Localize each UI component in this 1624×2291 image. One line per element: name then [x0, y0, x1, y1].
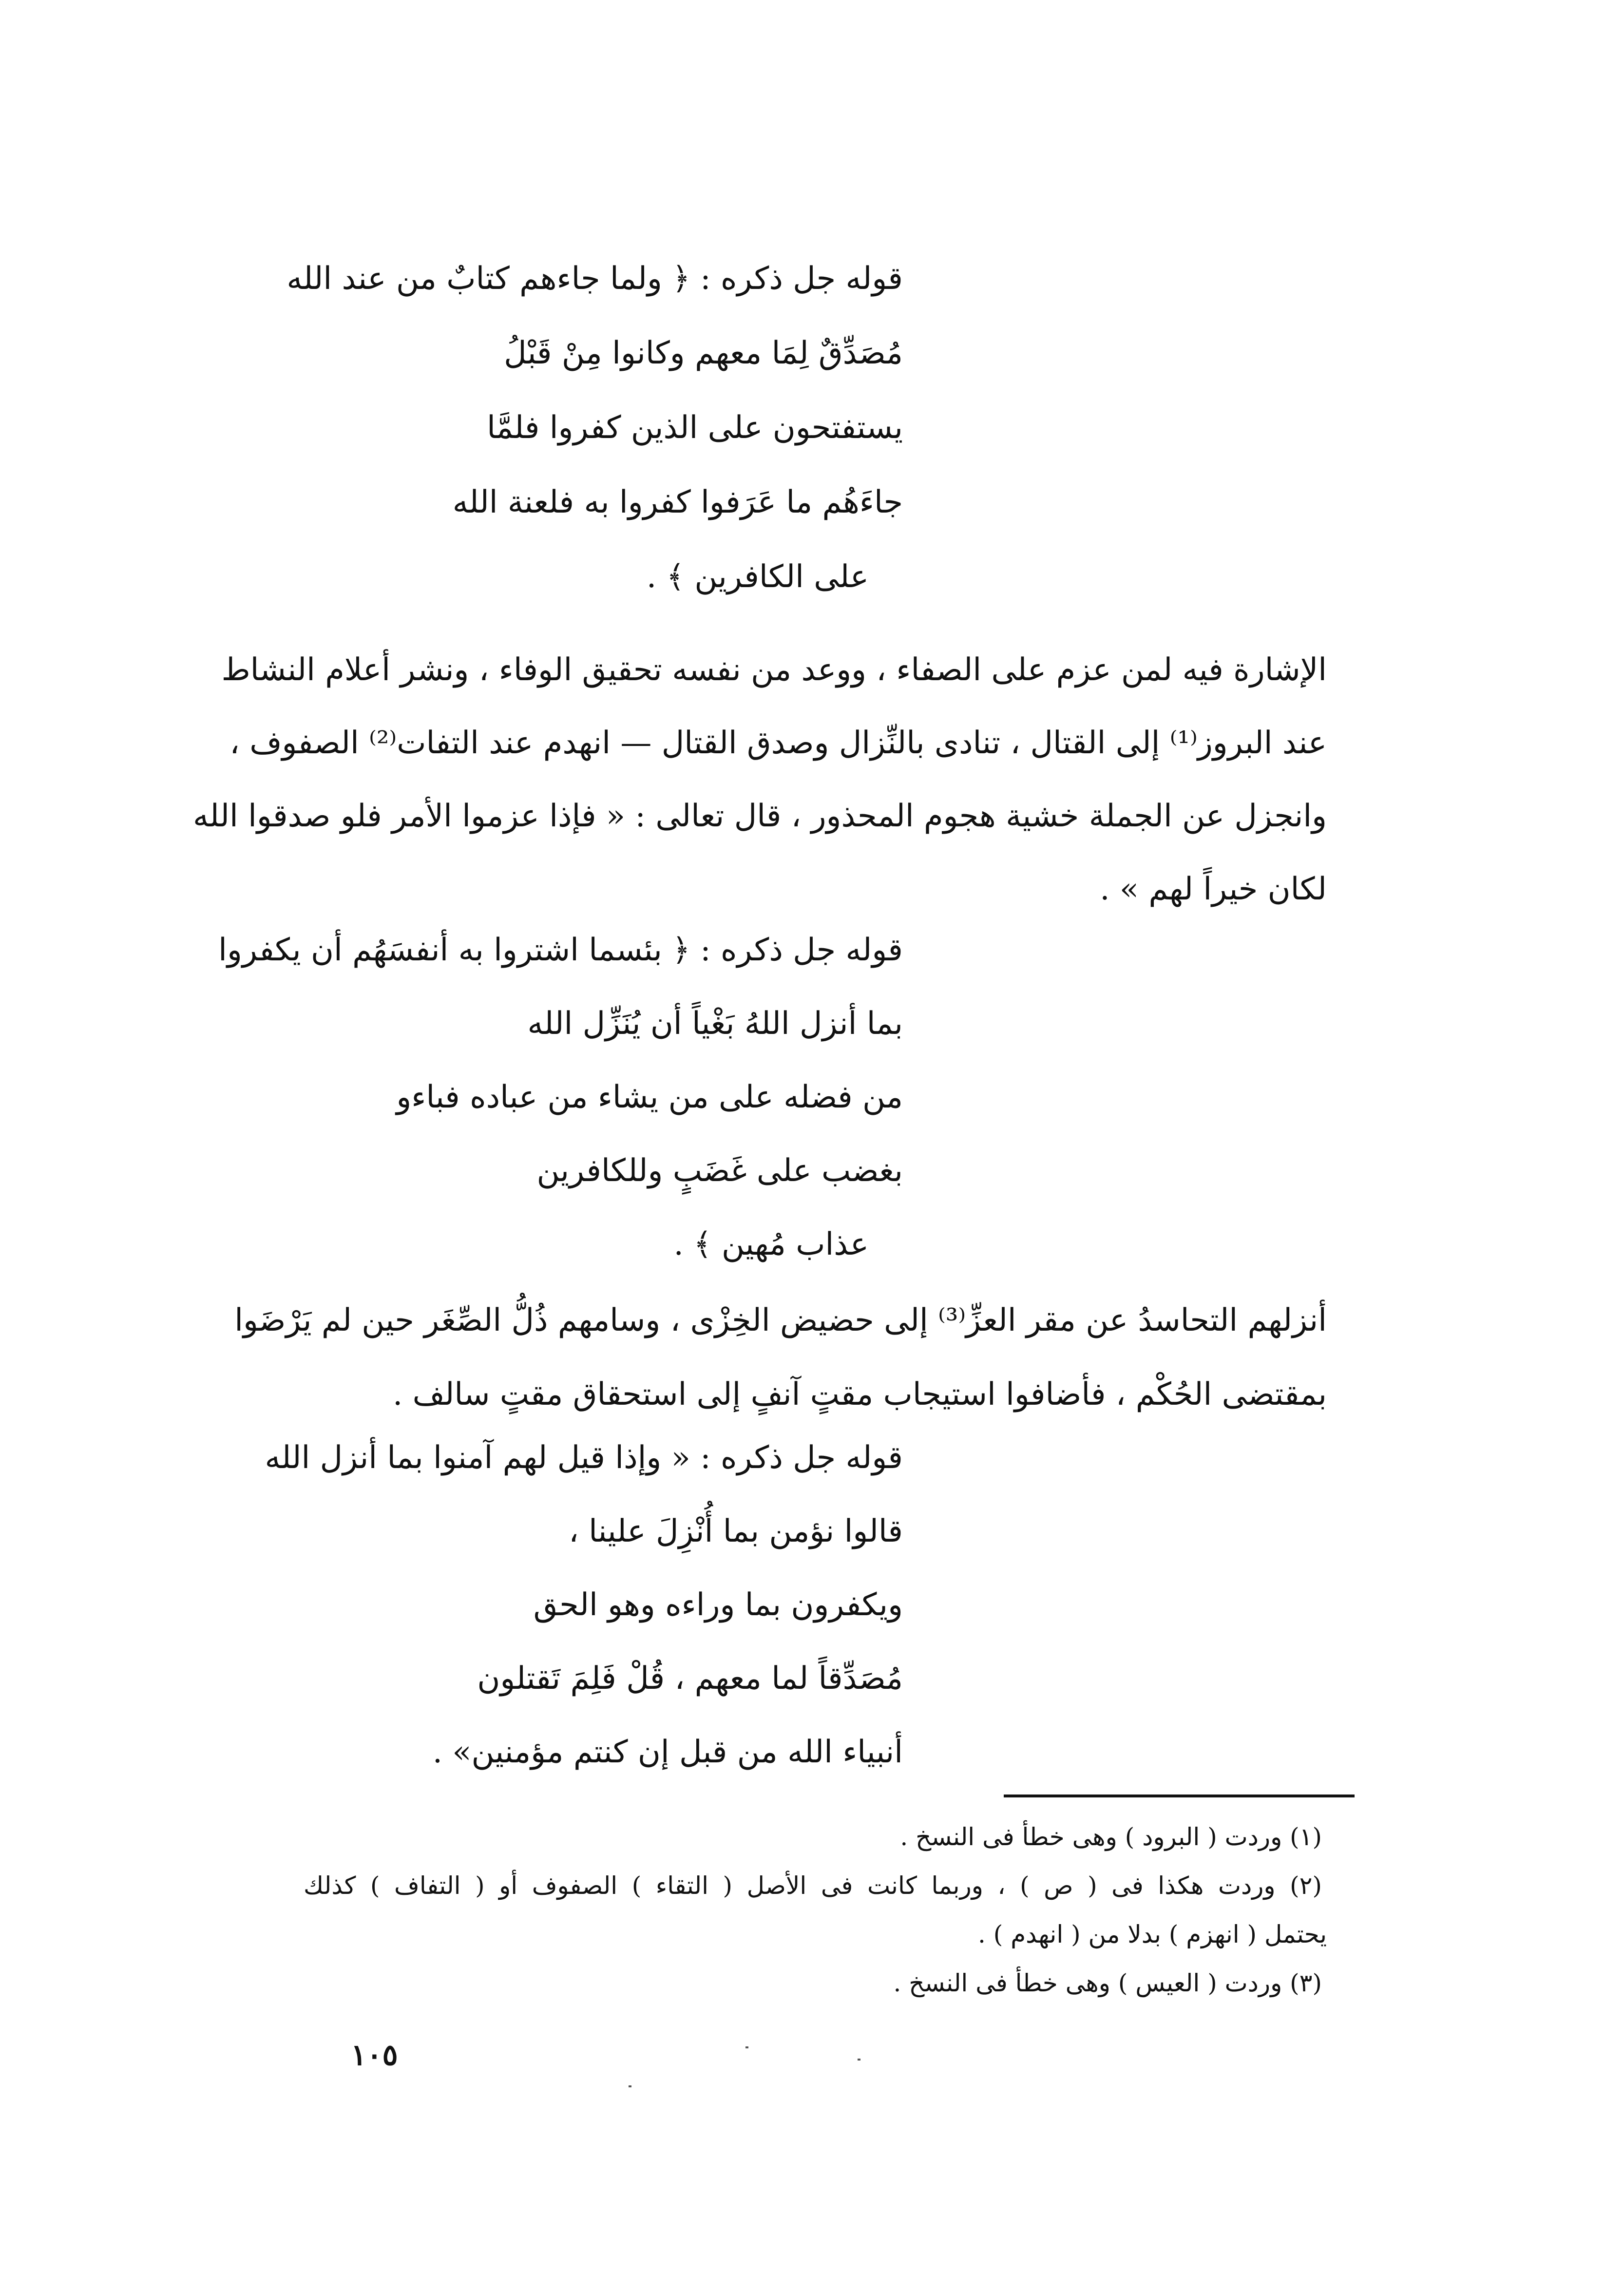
commentary-line: أنزلهم التحاسدُ عن مقر العزِّ⁽³⁾ إلى حضيض الخِزْى ، وسامهم ذُلُّ الصِّغَر حين لم يَرْضَوا: [234, 1302, 1327, 1338]
verse-line: قوله جل ذكره : ﴿ ولما جاءهم كتابٌ من عند الله: [287, 261, 903, 297]
verse-line: على الكافرين ﴾ .: [646, 559, 869, 595]
commentary-line: لكان خيراً لهم » .: [1100, 871, 1327, 907]
verse-line: أنبياء الله من قبل إن كنتم مؤمنين» .: [432, 1734, 903, 1770]
verse-line: قوله جل ذكره : « وإذا قيل لهم آمنوا بما أنزل الله: [265, 1440, 903, 1476]
verse-line: قالوا نؤمن بما أُنْزِلَ علينا ،: [569, 1513, 903, 1549]
verse-line: بغضب على غَضَبٍ وللكافرين: [536, 1153, 903, 1189]
verse-line: بما أنزل اللهُ بَغْياً أن يُنَزِّل الله: [527, 1006, 903, 1042]
verse-line: قوله جل ذكره : ﴿ بئسما اشتروا به أنفسَهُم أن يكفروا: [218, 932, 903, 968]
commentary-line: وانجزل عن الجملة خشية هجوم المحذور ، قال تعالى : « فإذا عزموا الأمر فلو صدقوا الله: [192, 798, 1327, 834]
verse-line: عذاب مُهين ﴾ .: [673, 1226, 869, 1262]
verse-line: مُصَدِّقٌ لِمَا معهم وكانوا مِنْ قَبْلُ: [504, 335, 903, 371]
footnote: (٢) وردت هكذا فى ( ص ) ، وربما كانت فى الأصل ( التقاء ) الصفوف أو ( التفاف ) كذلك: [304, 1871, 1322, 1900]
footnote: (٣) وردت ( العيس ) وهى خطأ فى النسخ .: [893, 1969, 1322, 1997]
verse-line: ويكفرون بما وراءه وهو الحق: [533, 1587, 903, 1623]
footnote-continuation: يحتمل ( انهزم ) بدلا من ( انهدم ) .: [978, 1920, 1327, 1948]
page-number: ١٠٥: [351, 2038, 398, 2072]
footnote-separator: [1004, 1795, 1355, 1797]
verse-line: يستفتحون على الذين كفروا فلمَّا: [487, 410, 903, 446]
commentary-line: الإشارة فيه لمن عزم على الصفاء ، ووعد من نفسه تحقيق الوفاء ، ونشر أعلام النشاط: [221, 652, 1327, 688]
scan-speck: [858, 2059, 860, 2061]
scan-speck: [745, 2046, 748, 2048]
scan-speck: [629, 2085, 631, 2087]
verse-line: من فضله على من يشاء من عباده فباءو: [396, 1079, 903, 1115]
commentary-line: عند البروز⁽¹⁾ إلى القتال ، تنادى بالنِّزال وصدق القتال — انهدم عند التفات⁽²⁾ الصفوف ،: [229, 725, 1327, 761]
footnote: (١) وردت ( البرود ) وهى خطأ فى النسخ .: [900, 1823, 1322, 1851]
commentary-line: بمقتضى الحُكْم ، فأضافوا استيجاب مقتٍ آنفٍ إلى استحقاق مقتٍ سالف .: [392, 1376, 1327, 1413]
verse-line: مُصَدِّقاً لما معهم ، قُلْ فَلِمَ تَقتلون: [477, 1661, 903, 1697]
verse-line: جاءَهُم ما عَرَفوا كفروا به فلعنة الله: [452, 484, 903, 520]
